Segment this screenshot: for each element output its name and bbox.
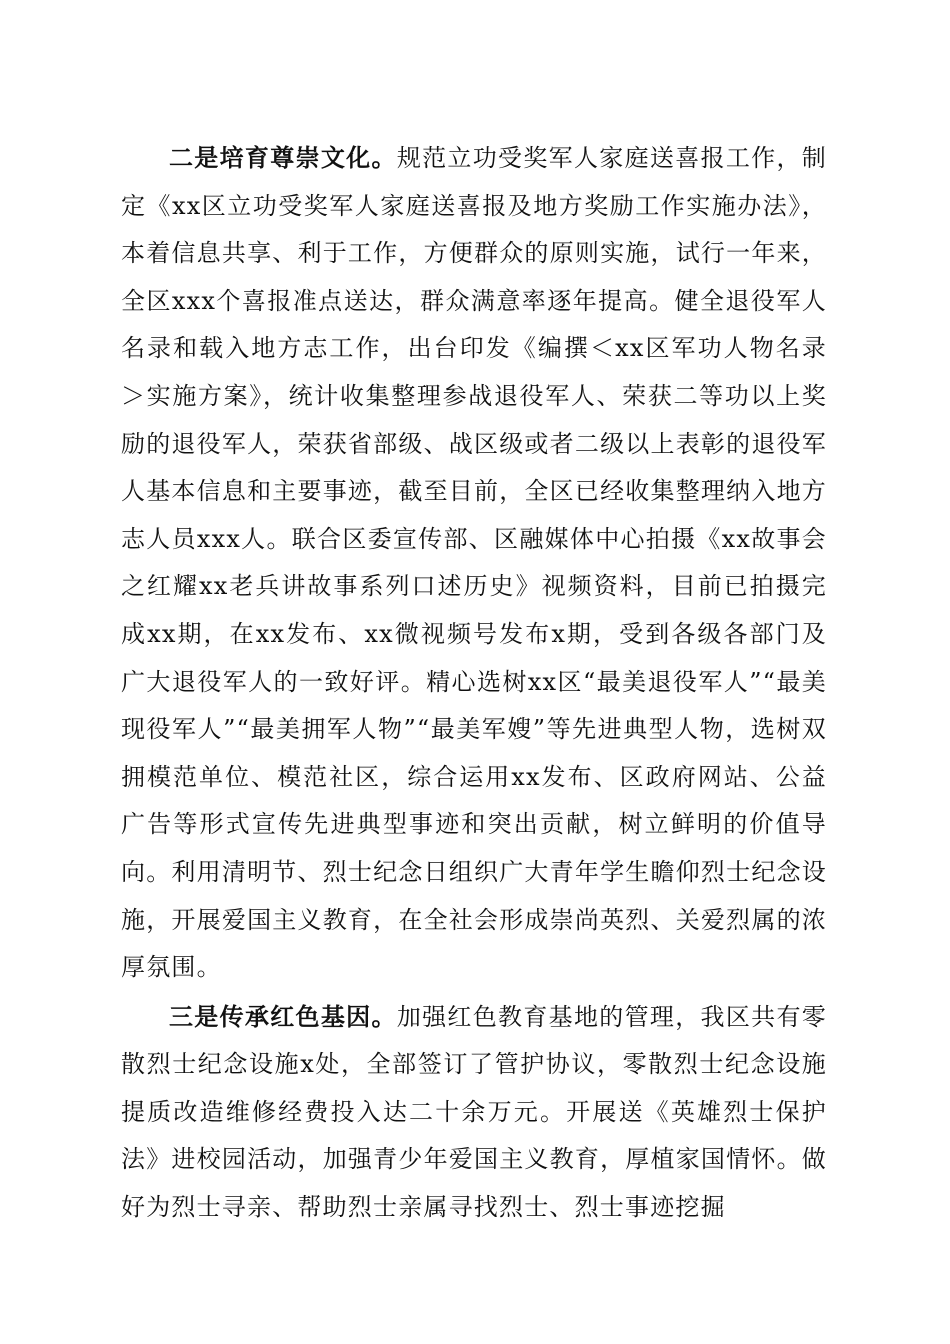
paragraph-lead: 三是传承红色基因。 xyxy=(169,1001,397,1031)
paragraph-lead: 二是培育尊崇文化。 xyxy=(169,143,397,172)
paragraph-text: 规范立功受奖军人家庭送喜报工作，制定《xx区立功受奖军人家庭送喜报及地方奖励工作实施办法》，本着信息共享、利于工作，方便群众的原则实施，试行一年来，全区xxx个喜报准点送达，群众满意率逐年提高。健全退役军人名录和载入地方志工作，出台印发《编撰＜xx区军功人物名录＞实施方案》，统计收集整理参战退役军人、荣获二等功以上奖励的退役军人，荣获省部级、战区级或者二级以上表彰的退役军人基本信息和主要事迹，截至目前，全区已经收集整理纳入地方志人员xxx人。联合区委宣传部、区融媒体中心拍摄《xx故事会之红耀xx老兵讲故事系列口述历史》视频资料，目前已拍摄完成xx期，在xx发布、xx微视频号发布x期，受到各级各部门及广大退役军人的一致好评。精心选树xx区“最美退役军人”“最美现役军人”“最美拥军人物”“最美军嫂”等先进典型人物，选树双拥模范单位、模范社区，综合运用xx发布、区政府网站、公益广告等形式宣传先进典型事迹和突出贡献，树立鲜明的价值导向。利用清明节、烈士纪念日组织广大青年学生瞻仰烈士纪念设施，开展爱国主义教育，在全社会形成崇尚英烈、关爱烈属的浓厚氛围。 xyxy=(121,144,827,982)
document-body xyxy=(121,134,827,1233)
paragraph-text: 加强红色教育基地的管理，我区共有零散烈士纪念设施x处，全部签订了管护协议，零散烈士纪念设施提质改造维修经费投入达二十余万元。开展送《英雄烈士保护法》进校园活动，加强青少年爱国主义教育，厚植家国情怀。做好为烈士寻亲、帮助烈士亲属寻找烈士、烈士事迹挖掘 xyxy=(121,1002,827,1222)
paragraph-red-gene xyxy=(121,993,827,1232)
paragraph-cultivate-culture xyxy=(121,134,827,992)
